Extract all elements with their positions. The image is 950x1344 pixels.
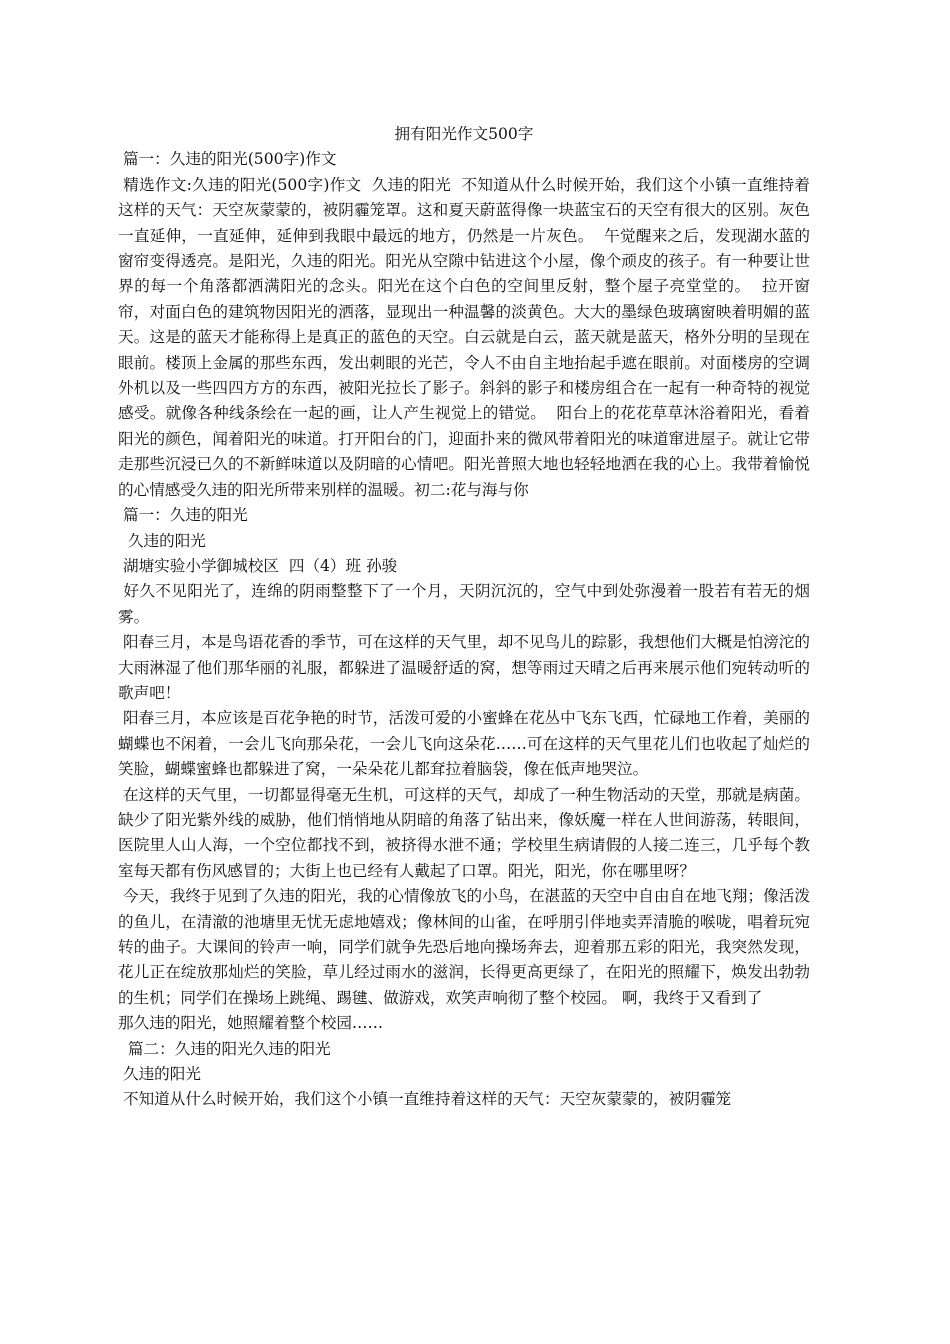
paragraph: 在这样的天气里，一切都显得毫无生机，可这样的天气，却成了一种生物活动的天堂，那就是病菌。缺少了阳光紫外线的威胁，他们悄悄地从阴暗的角落了钻出来，像妖魔一样在人世间游荡，转眼间，医院里人山人海，一个空位都找不到，被挤得水泄不通；学校里生病请假的人接二连三，几乎每个教室每天都有伤风感冒的；大街上也已经有人戴起了口罩。阳光，阳光，你在哪里呀？ <box>118 785 810 880</box>
document-body <box>118 122 810 1113</box>
paragraph: 好久不见阳光了，连绵的阴雨整整下了一个月，天阴沉沉的，空气中到处弥漫着一股若有若无的烟雾。 <box>118 582 810 626</box>
paragraph: 今天，我终于见到了久违的阳光，我的心情像放飞的小鸟，在湛蓝的天空中自由自在地飞翔；像活泼的鱼儿，在清澈的池塘里无忧无虑地嬉戏；像林间的山雀，在呼朋引伴地卖弄清脆的喉咙，唱着玩宛转的曲子。大课间的铃声一响，同学们就争先恐后地向操场奔去，迎着那五彩的阳光，我突然发现，花儿正在绽放那灿烂的笑脸，草儿经过雨水的滋润，长得更高更绿了，在阳光的照耀下，焕发出勃勃的生机；同学们在操场上跳绳、踢毽、做游戏，欢笑声响彻了整个校园。 啊，我终于又看到了 <box>118 887 810 1007</box>
essay-title: 久违的阳光 <box>118 1065 201 1084</box>
paragraph: 阳春三月，本是鸟语花香的季节，可在这样的天气里，却不见鸟儿的踪影，我想他们大概是怕滂沱的大雨淋湿了他们那华丽的礼服，都躲进了温暖舒适的窝，想等雨过天晴之后再来展示他们宛转动听的歌声吧！ <box>118 633 810 702</box>
paragraph: 不知道从什么时候开始，我们这个小镇一直维持着这样的天气：天空灰蒙蒙的，被阴霾笼 <box>118 1090 732 1109</box>
document-title: 拥有阳光作文500字 <box>394 125 534 143</box>
paragraph: 那久违的阳光，她照耀着整个校园…… <box>118 1014 384 1033</box>
paragraph: 阳春三月，本应该是百花争艳的时节，活泼可爱的小蜜蜂在花丛中飞东飞西，忙碌地工作着，美丽的蝴蝶也不闲着，一会儿飞向那朵花，一会儿飞向这朵花……可在这样的天气里花儿们也收起了灿烂的笑脸，蝴蝶蜜蜂也都躲进了窝，一朵朵花儿都耷拉着脑袋，像在低声地哭泣。 <box>118 709 810 779</box>
essay-title: 久违的阳光 <box>118 531 206 550</box>
section-heading: 篇一：久违的阳光 <box>118 506 248 525</box>
section-heading: 篇二：久违的阳光久违的阳光 <box>118 1039 331 1058</box>
section-heading: 篇一：久违的阳光(500字)作文 <box>118 150 337 169</box>
paragraph: 精选作文:久违的阳光(500字)作文 久违的阳光 不知道从什么时候开始，我们这个小镇一直维持着这样的天气：天空灰蒙蒙的，被阴霾笼罩。这和夏天蔚蓝得像一块蓝宝石的天空有很大的区别。灰色一直延伸，一直延伸，延伸到我眼中最远的地方，仍然是一片灰色。 午觉醒来之后，发现湖水蓝的窗帘变得透亮。是阳光，久违的阳光。阳光从空隙中钻进这个小屋，像个顽皮的孩子。有一种要让世界的每一个角落都洒满阳光的念头。阳光在这个白色的空间里反射，整个屋子亮堂堂的。 拉开窗帘，对面白色的建筑物因阳光的洒落，显现出一种温馨的淡黄色。大大的墨绿色玻璃窗映着明媚的蓝天。这是的蓝天才能称得上是真正的蓝色的天空。白云就是白云，蓝天就是蓝天，格外分明的呈现在眼前。楼顶上金属的那些东西，发出刺眼的光芒，令人不由自主地抬起手遮在眼前。对面楼房的空调外机以及一些四四方方的东西，被阳光拉长了影子。斜斜的影子和楼房组合在一起有一种奇特的视觉感受。就像各种线条绘在一起的画，让人产生视觉上的错觉。 阳台上的花花草草沐浴着阳光，看着阳光的颜色，闻着阳光的味道。打开阳台的门，迎面扑来的微风带着阳光的味道窜进屋子。就让它带走那些沉浸已久的不新鲜味道以及阴暗的心情吧。阳光普照大地也轻轻地洒在我的心上。我带着愉悦的心情感受久违的阳光所带来别样的温暖。初二:花与海与你 <box>118 175 810 499</box>
author-line: 湖塘实验小学御城校区 四（4）班 孙骏 <box>118 556 398 575</box>
